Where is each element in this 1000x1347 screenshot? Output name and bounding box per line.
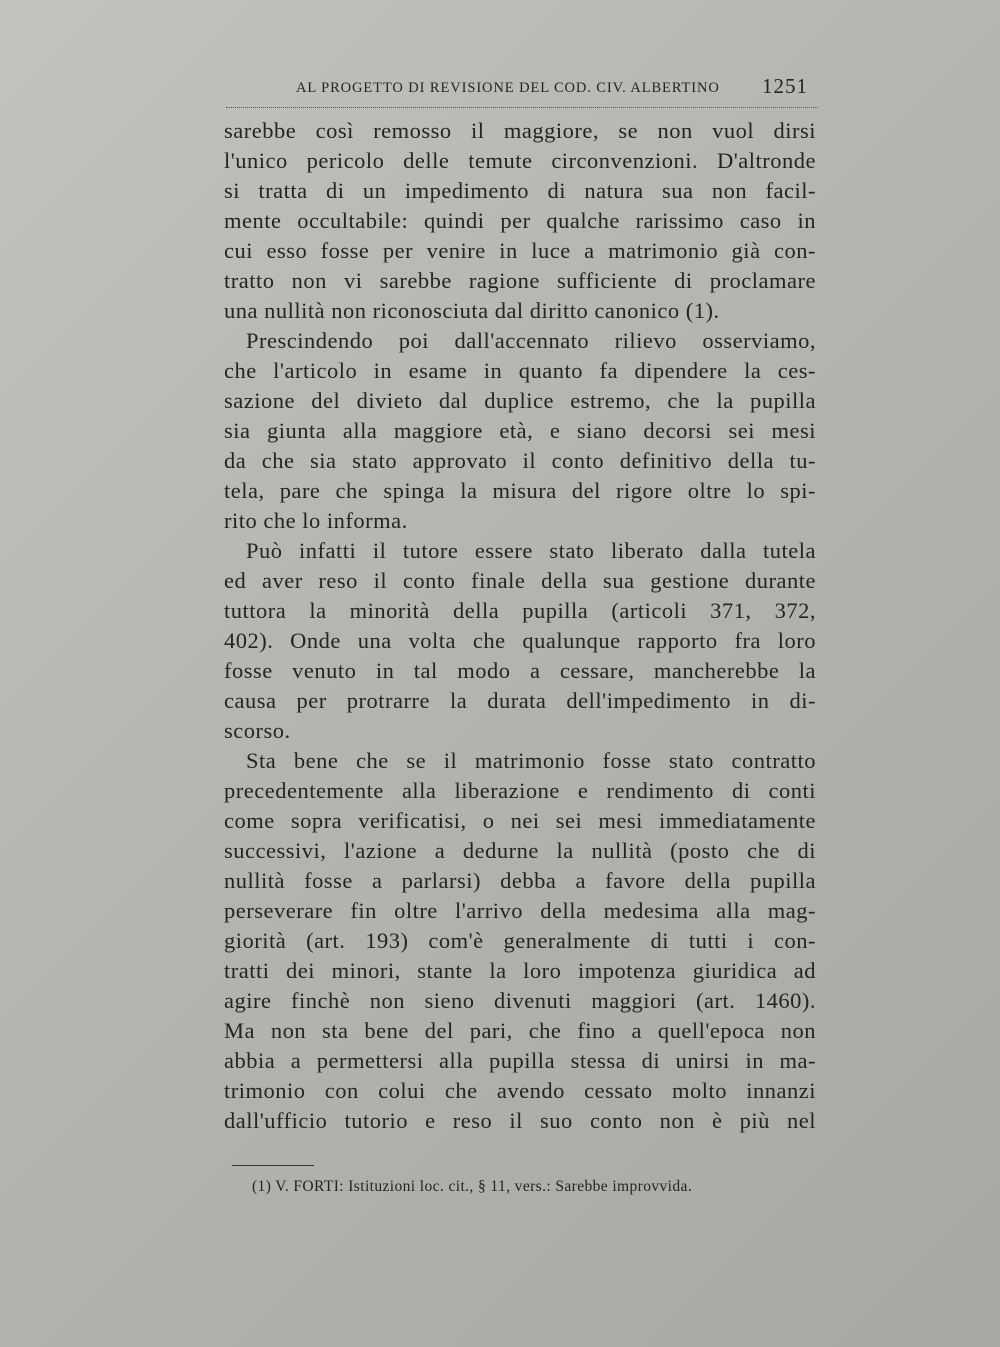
text-line: perseverare fin oltre l'arrivo della medesima alla mag- [224, 898, 816, 923]
text-line: Ma non sta bene del pari, che fino a quell'epoca non [224, 1018, 816, 1043]
text-line: una nullità non riconosciuta dal diritto canonico (1). [224, 298, 720, 323]
text-line: sazione del divieto dal duplice estremo, che la pupilla [224, 388, 816, 413]
text-line: giorità (art. 193) com'è generalmente di tutti i con- [224, 928, 816, 953]
text-line: precedentemente alla liberazione e rendimento di conti [224, 778, 816, 803]
text-line: tratto non vi sarebbe ragione sufficiente di proclamare [224, 268, 816, 293]
text-line: agire finchè non sieno divenuti maggiori (art. 1460). [224, 988, 816, 1013]
text-line: tratti dei minori, stante la loro impotenza giuridica ad [224, 958, 816, 983]
text-line: mente occultabile: quindi per qualche rarissimo caso in [224, 208, 816, 233]
footnote: (1) V. FORTI: Istituzioni loc. cit., § 11, vers.: Sarebbe improvvida. [252, 1178, 693, 1195]
text-line: scorso. [224, 718, 291, 743]
text-line: Sta bene che se il matrimonio fosse stato contratto [246, 748, 816, 773]
footnote-rule [232, 1165, 314, 1166]
text-line: tuttora la minorità della pupilla (articoli 371, 372, [224, 598, 816, 623]
header-rule [226, 107, 818, 108]
text-line: abbia a permettersi alla pupilla stessa di unirsi in ma- [224, 1048, 816, 1073]
text-line: rito che lo informa. [224, 508, 408, 533]
text-line: Può infatti il tutore essere stato liberato dalla tutela [246, 538, 816, 563]
text-line: si tratta di un impedimento di natura sua non facil- [224, 178, 816, 203]
text-line: Prescindendo poi dall'accennato rilievo osserviamo, [246, 328, 816, 353]
text-line: tela, pare che spinga la misura del rigore oltre lo spi- [224, 478, 816, 503]
text-line: che l'articolo in esame in quanto fa dipendere la ces- [224, 358, 816, 383]
text-line: ed aver reso il conto finale della sua gestione durante [224, 568, 816, 593]
text-line: cui esso fosse per venire in luce a matrimonio già con- [224, 238, 816, 263]
text-line: trimonio con colui che avendo cessato molto innanzi [224, 1078, 816, 1103]
text-line: causa per protrarre la durata dell'impedimento in di- [224, 688, 816, 713]
text-line: l'unico pericolo delle temute circonvenzioni. D'altronde [224, 148, 816, 173]
text-line: 402). Onde una volta che qualunque rapporto fra loro [224, 628, 816, 653]
text-line: dall'ufficio tutorio e reso il suo conto non è più nel [224, 1108, 816, 1133]
text-line: nullità fosse a parlarsi) debba a favore della pupilla [224, 868, 816, 893]
page-header [296, 74, 816, 102]
text-line: sarebbe così remosso il maggiore, se non vuol dirsi [224, 118, 816, 143]
text-line: sia giunta alla maggiore età, e siano decorsi sei mesi [224, 418, 816, 443]
page-number: 1251 [762, 74, 808, 98]
text-line: come sopra verificatisi, o nei sei mesi immediatamente [224, 808, 816, 833]
text-line: fosse venuto in tal modo a cessare, mancherebbe la [224, 658, 816, 683]
text-line: successivi, l'azione a dedurne la nullità (posto che di [224, 838, 816, 863]
running-title: AL PROGETTO DI REVISIONE DEL COD. CIV. ALBERTINO [296, 80, 720, 96]
body-text [224, 116, 816, 1136]
text-line: da che sia stato approvato il conto definitivo della tu- [224, 448, 816, 473]
